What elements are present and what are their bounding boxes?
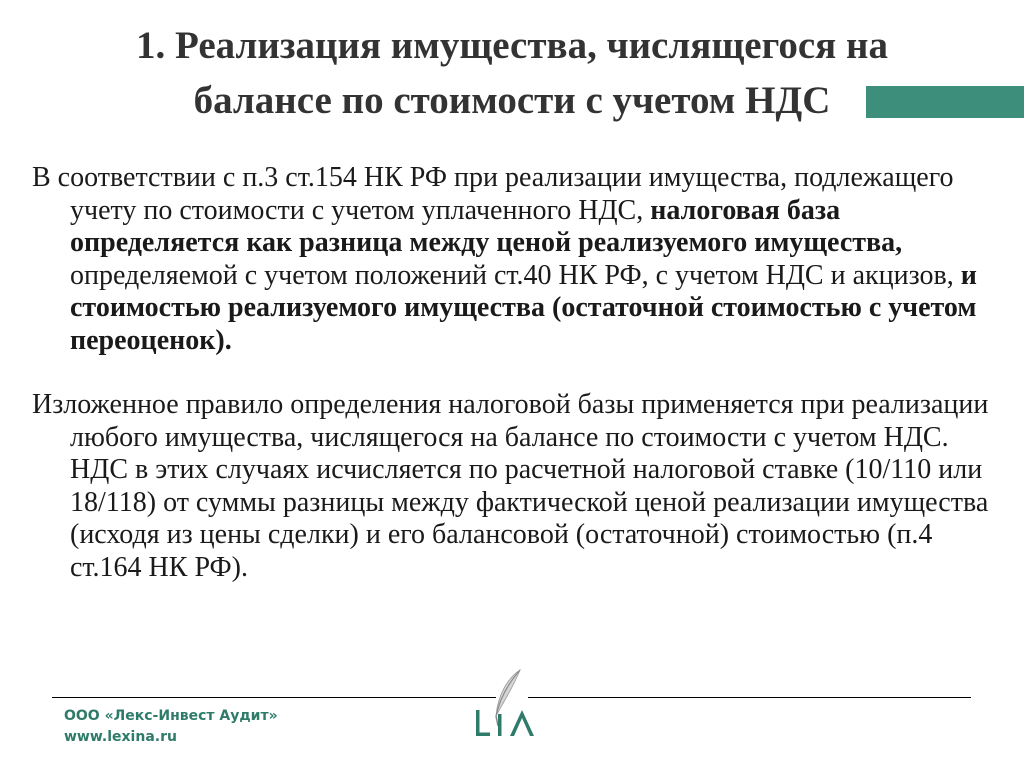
paragraph-tax-base-rule: [32, 162, 992, 357]
footer-company-name: ООО «Лекс-Инвест Аудит»: [64, 708, 278, 724]
paragraph-1-text-b: определяемой с учетом положений ст.40 НК РФ, с учетом НДС и акцизов,: [70, 259, 961, 291]
footer-divider-right: [528, 697, 971, 698]
paragraph-1-text-a: В соответствии с п.3 ст.154 НК РФ при реализации имущества, подлежащего учету по стоимости с учетом уплаченного НДС,: [32, 162, 954, 226]
slide-body: [32, 162, 992, 584]
paragraph-rule-application: Изложенное правило определения налоговой базы применяется при реализации любого имущества, числящегося на балансе по стоимости с учетом НДС. НДС в этих случаях исчисляется по расчетной налоговой ставке (10/110 или 18/118) от суммы разницы между фактической ценой реализации имущества (исходя из цены сделки) и его балансовой (остаточной) стоимостью (п.4 ст.164 НК РФ).: [32, 389, 989, 583]
slide-title: [40, 18, 984, 128]
lia-logo: [468, 668, 544, 752]
title-accent-bar: [866, 86, 1024, 118]
slide-title-line-2: балансе по стоимости с учетом НДС: [193, 79, 831, 122]
footer-website-link[interactable]: www.lexina.ru: [64, 729, 177, 745]
footer-company-info: [64, 706, 278, 748]
lia-logo-letters: [476, 710, 534, 736]
paragraph-1-bold-a: налоговая база определяется как разница между ценой реализуемого имущества,: [70, 194, 903, 258]
footer-divider-left: [52, 697, 496, 698]
paragraph-1-bold-b: и стоимостью реализуемого имущества (остаточной стоимостью с учетом переоценок).: [70, 259, 977, 356]
slide-title-line-1: 1. Реализация имущества, числящегося на: [136, 24, 888, 67]
